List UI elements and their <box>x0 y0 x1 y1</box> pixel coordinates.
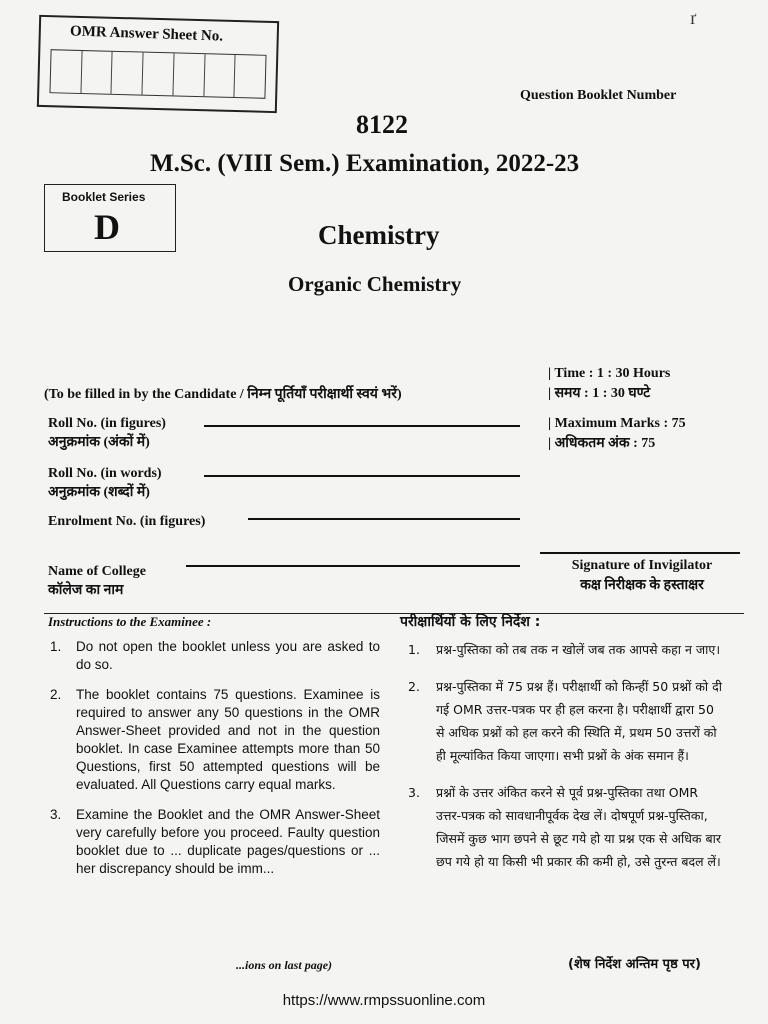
college-field[interactable] <box>186 565 520 567</box>
instructions-en-heading: Instructions to the Examinee : <box>48 614 212 629</box>
college-label: Name of College कॉलेज का नाम <box>48 564 146 598</box>
time-hi: | समय : 1 : 30 घण्टे <box>548 386 651 401</box>
instructions-en-continued: ...ions on last page) <box>236 958 333 972</box>
booklet-series-label: Booklet Series <box>62 190 146 204</box>
instruction-hi-item: 3. प्रश्नों के उत्तर अंकित करने से पूर्व प्रश्न-पुस्तिका तथा OMR उत्तर-पत्रक को सावधानीपूर्वक देख लें। दोषपूर्ण प्रश्न-पुस्तिका, जिसमें कुछ भाग छपने से छूट गये हो या प्रश्न एक से अधिक बार छप गये हो या किसी भी प्रकार की कमी हो, उसे तुरन्त बदल लें। <box>408 785 721 869</box>
marks-en: | Maximum Marks : 75 <box>548 416 686 431</box>
instruction-hi-item: 1. प्रश्न-पुस्तिका को तब तक न खोलें जब तक आपसे कहा न जाए। <box>408 642 721 657</box>
instructions-hi-heading: परीक्षार्थियों के लिए निर्देश : <box>400 614 541 630</box>
omr-cell <box>143 53 175 96</box>
footer-url-link[interactable]: https://www.rmpssuonline.com <box>282 992 486 1009</box>
paper-code: 8122 <box>356 110 408 139</box>
time-info <box>548 364 670 404</box>
smudge <box>72 900 262 956</box>
instructions-en-list <box>50 638 380 890</box>
roll-figures-label: Roll No. (in figures) अनुक्रमांक (अंकों में) <box>48 416 166 450</box>
omr-cell <box>235 55 266 98</box>
omr-number-cells <box>49 49 266 99</box>
question-booklet-number-label: Question Booklet Number <box>520 88 677 103</box>
omr-cell <box>112 52 144 95</box>
roll-words-label: Roll No. (in words) अनुक्रमांक (शब्दों में) <box>48 466 162 500</box>
omr-cell <box>50 50 82 93</box>
instruction-hi-item: 2. प्रश्न-पुस्तिका में 75 प्रश्न हैं। परीक्षार्थी को किन्हीं 50 प्रश्नों को दी गई OMR उत्तर-पत्रक पर ही हल करना है। परीक्षार्थी द्वारा 50 से अधिक प्रश्नों को हल करने की स्थिति में, प्रथम 50 उत्तरों को ही मूल्यांकित किया जाएगा। सभी प्रश्नों के अंक समान हैं। <box>408 679 723 763</box>
enrolment-label: Enrolment No. (in figures) <box>48 514 206 529</box>
marks-hi: | अधिकतम अंक : 75 <box>548 436 656 451</box>
instruction-en-item: 3. Examine the Booklet and the OMR Answer-Sheet very carefully before you proceed. Faulty question booklet due to ... duplicate pages/questions or ... her discrepancy should be imm... <box>50 807 380 876</box>
subject-title: Chemistry <box>318 220 440 250</box>
corner-mark-icon: ґ <box>690 8 697 28</box>
instructions-hi-list <box>408 638 726 883</box>
candidate-fill-note: (To be filled in by the Candidate / निम्न पूर्तियाँ परीक्षार्थी स्वयं भरें) <box>44 387 402 402</box>
instructions-hi-continued: (शेष निर्देश अन्तिम पृष्ठ पर) <box>568 957 701 972</box>
marks-info <box>548 414 686 454</box>
roll-words-field[interactable] <box>204 475 520 477</box>
roll-figures-field[interactable] <box>204 425 520 427</box>
omr-cell <box>173 53 205 96</box>
omr-cell <box>81 51 113 94</box>
enrolment-field[interactable] <box>248 518 520 520</box>
paper-name: Organic Chemistry <box>288 272 462 296</box>
exam-title: M.Sc. (VIII Sem.) Examination, 2022-23 <box>150 150 580 177</box>
omr-answer-sheet-label: OMR Answer Sheet No. <box>69 23 224 45</box>
invigilator-signature-line <box>540 552 740 554</box>
invigilator-signature: Signature of Invigilator कक्ष निरीक्षक के हस्ताक्षर <box>571 558 713 593</box>
booklet-series-value: D <box>94 207 120 247</box>
time-en: | Time : 1 : 30 Hours <box>548 366 671 381</box>
instruction-en-item: 1. Do not open the booklet unless you are asked to do so. <box>50 639 380 672</box>
omr-cell <box>204 54 236 97</box>
instruction-en-item: 2. The booklet contains 75 questions. Examinee is required to answer any 50 questions in the OMR Answer-Sheet provided and not in the question booklet. In case Examinee attempts more than 50 Questions, first 50 attempted questions will be evaluated. All Questions carry equal marks. <box>50 687 380 792</box>
